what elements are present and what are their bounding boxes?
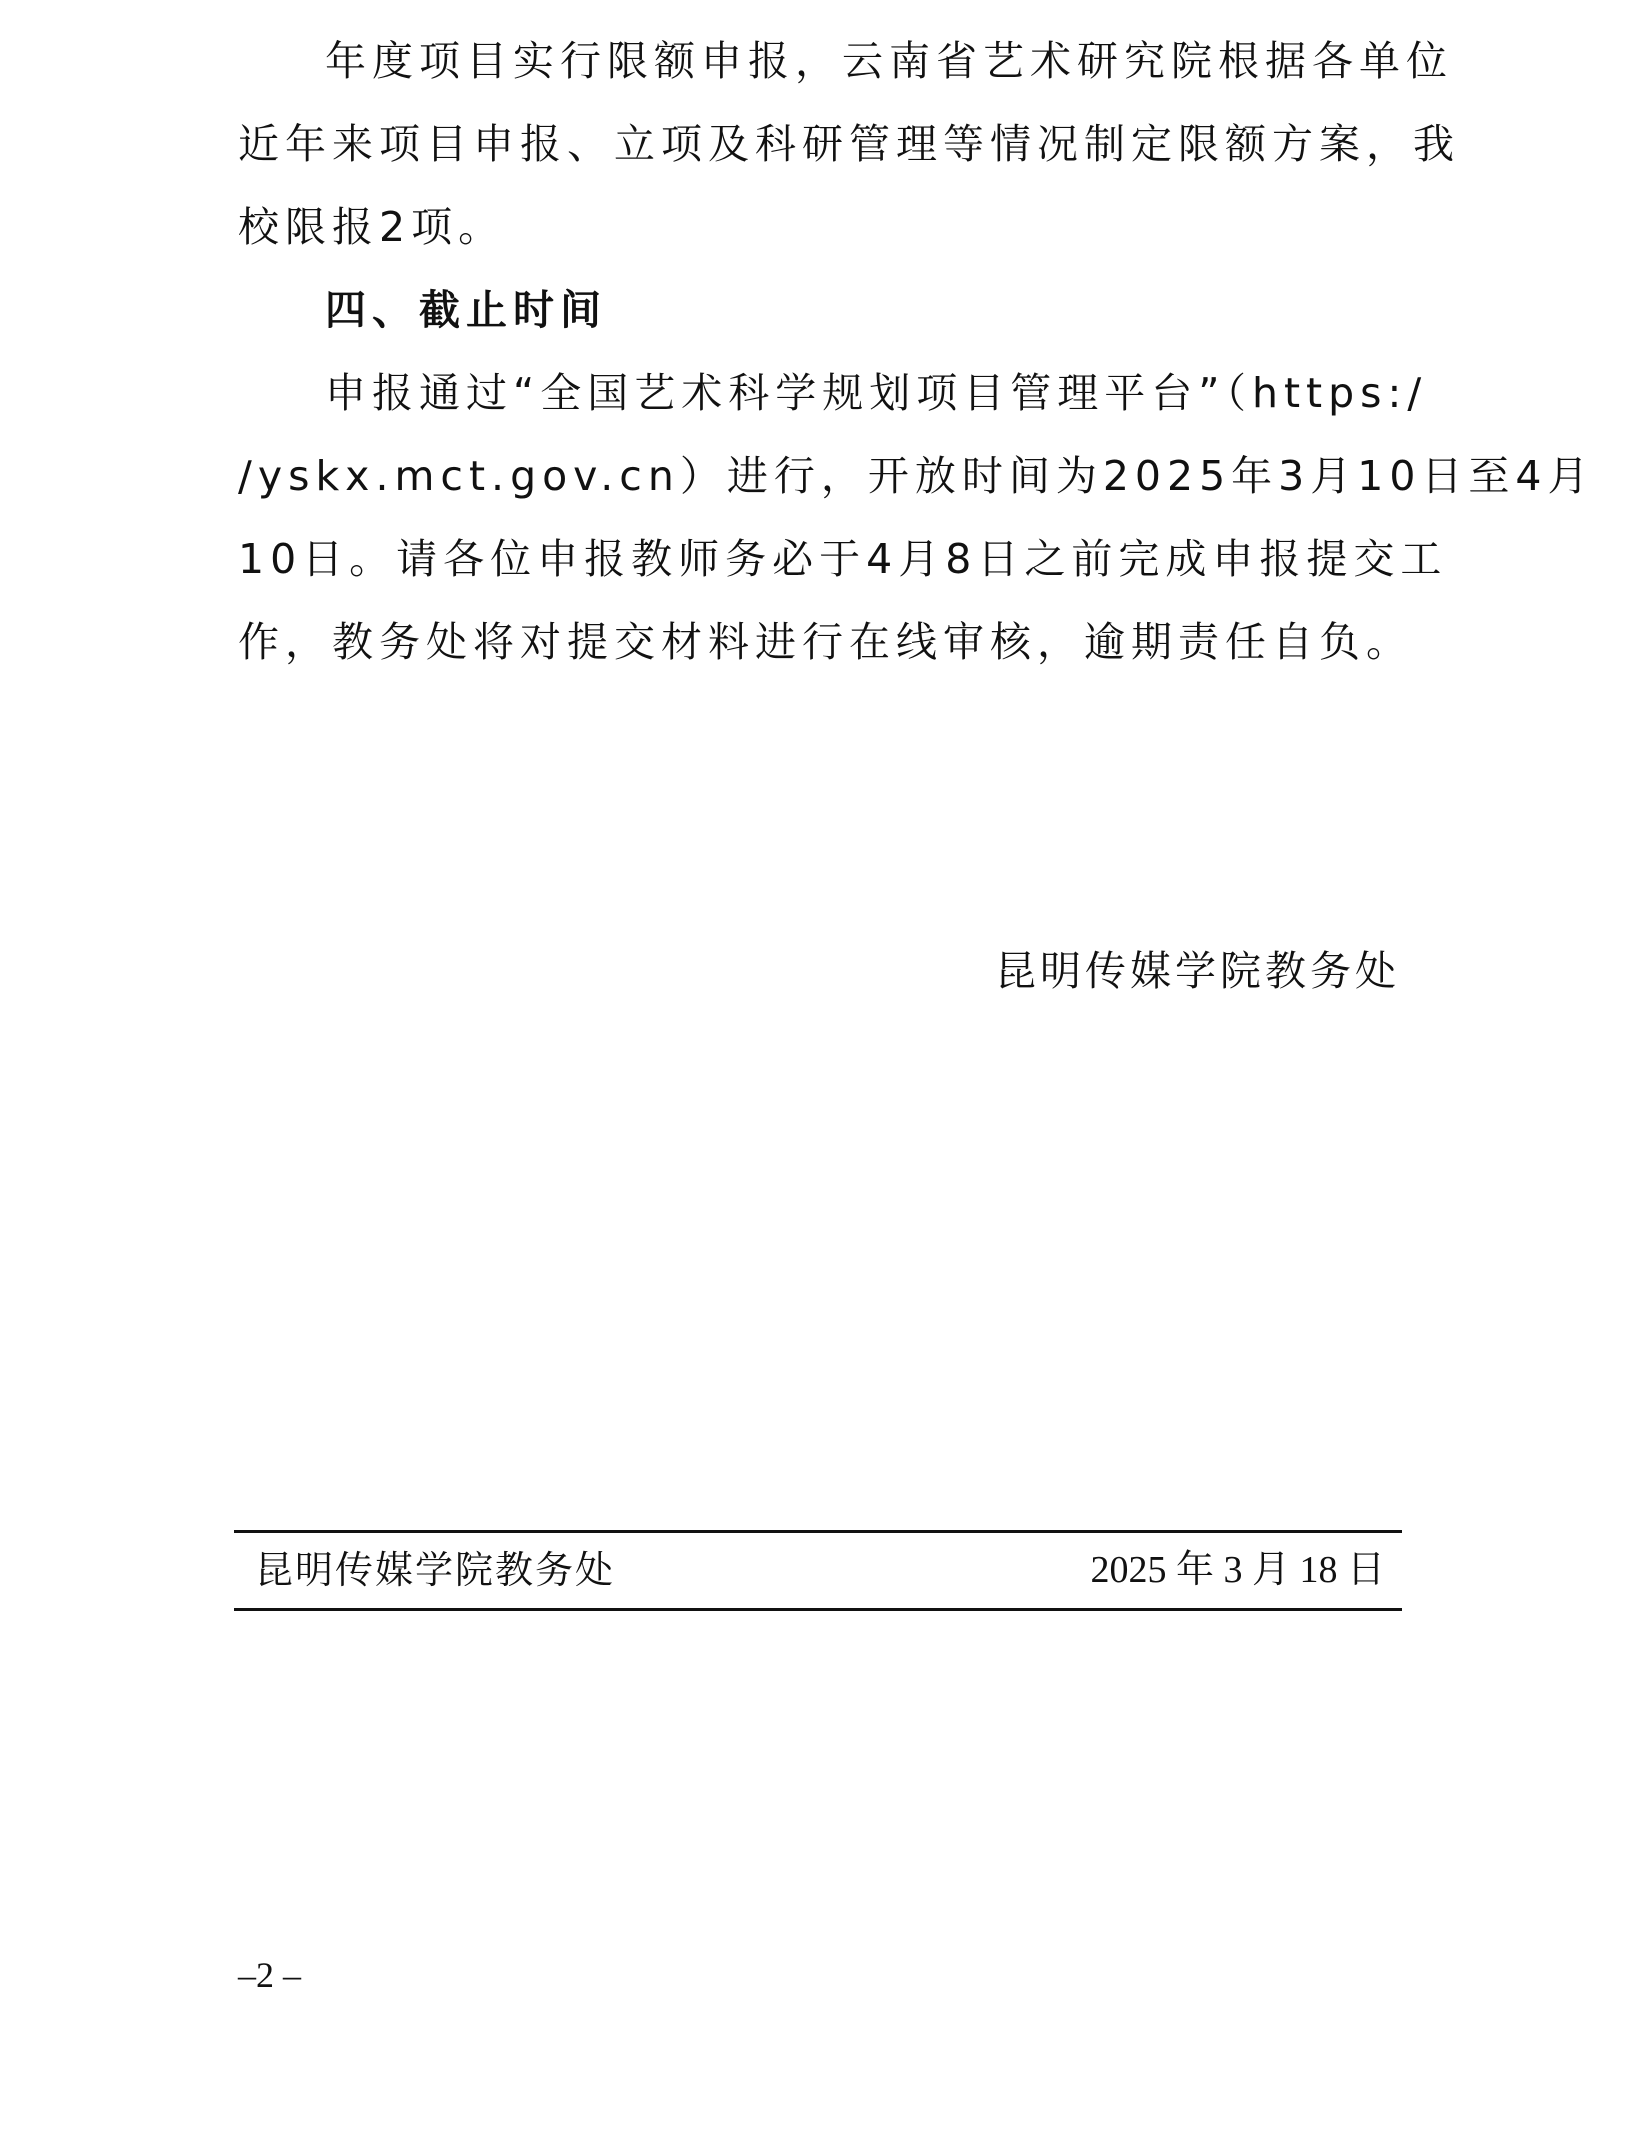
paragraph-line: 10日。请各位申报教师务必于4月8日之前完成申报提交工: [238, 535, 1448, 583]
paragraph-line: /yskx.mct.gov.cn）进行，开放时间为2025年3月10日至4月: [238, 452, 1595, 500]
paragraph-line: 近年来项目申报、立项及科研管理等情况制定限额方案，我: [238, 120, 1460, 168]
paragraph-line: 校限报2项。: [238, 203, 506, 251]
page-number: –2 –: [238, 1955, 301, 1995]
section-heading: 四、截止时间: [325, 286, 607, 334]
paragraph-line: 申报通过“全国艺术科学规划项目管理平台”（https:/: [325, 369, 1428, 417]
footer-top-rule: [234, 1530, 1402, 1533]
footer-bottom-rule: [234, 1608, 1402, 1611]
footer-issuer: 昆明传媒学院教务处: [255, 1548, 616, 1592]
paragraph-line: 年度项目实行限额申报，云南省艺术研究院根据各单位: [325, 37, 1453, 85]
signature: 昆明传媒学院教务处: [995, 947, 1400, 995]
footer-date: 2025 年 3 月 18 日: [1090, 1549, 1385, 1591]
paragraph-line: 作，教务处将对提交材料进行在线审核，逾期责任自负。: [238, 618, 1413, 666]
